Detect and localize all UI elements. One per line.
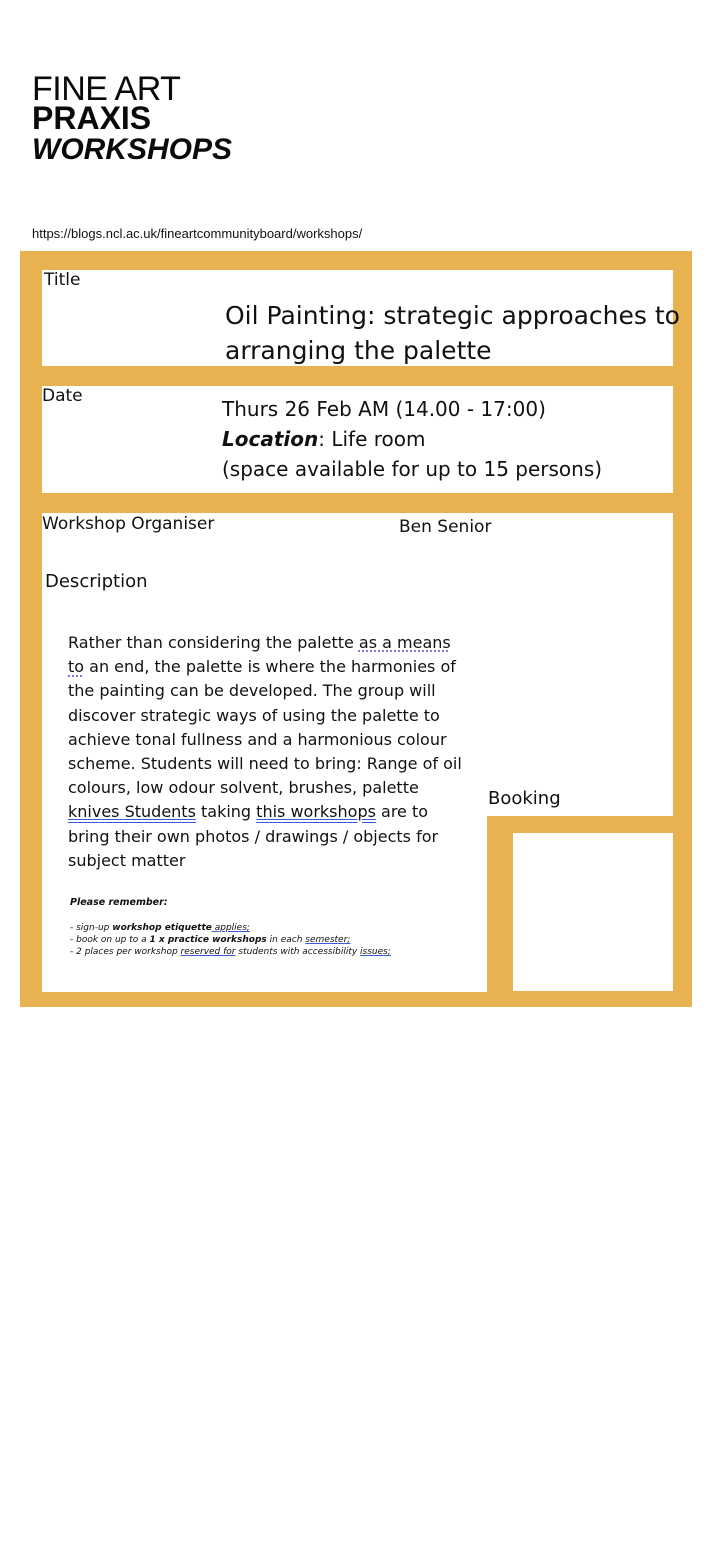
rem-part: in each xyxy=(266,935,306,945)
title-line-2: arranging the palette xyxy=(225,336,492,365)
qr-panel xyxy=(513,833,673,991)
workshop-title xyxy=(225,298,685,368)
reminder-item xyxy=(70,934,391,946)
date-panel xyxy=(42,386,673,493)
title-panel xyxy=(42,270,680,366)
booking-label: Booking xyxy=(488,788,561,809)
reminder-item xyxy=(70,946,391,958)
desc-part: an end, the palette is where the harmonies of the painting can be developed. The group will discover strategic ways of using the palette to achieve tonal fullness and a harmonious colour scheme. Students will need to bring: Range of oil colours, low odour solvent, brushes, palette xyxy=(68,657,462,798)
capacity-text: (space available for up to 15 persons) xyxy=(222,457,603,481)
location-label: Location xyxy=(222,427,319,451)
date-label: Date xyxy=(42,386,83,406)
rem-part: 2 places per workshop xyxy=(76,947,181,957)
location-value: : Life room xyxy=(318,427,426,451)
rem-part: reserved for xyxy=(180,947,236,957)
rem-part: issues; xyxy=(360,947,391,957)
organiser-name: Ben Senior xyxy=(399,517,492,537)
rem-part: students with accessibility xyxy=(235,947,361,957)
rem-part: semester; xyxy=(305,935,351,945)
rem-part: 1 x practice workshops xyxy=(149,935,267,945)
workshop-card xyxy=(20,251,692,1007)
desc-part: Rather than considering the palette xyxy=(68,633,359,652)
rem-part: workshop etiquette xyxy=(112,923,212,933)
desc-part: are to bring their own photos / drawings / objects for subject matter xyxy=(68,802,439,870)
title-label: Title xyxy=(44,270,81,290)
date-when: Thurs 26 Feb AM (14.00 - 17:00) xyxy=(222,397,546,421)
description-label: Description xyxy=(45,571,148,592)
title-line-1: Oil Painting: strategic approaches to xyxy=(225,301,680,330)
rem-part: book on up to a xyxy=(76,935,150,945)
desc-part: taking xyxy=(195,802,257,822)
date-details xyxy=(222,394,602,484)
header-fine-art: FINE ART xyxy=(32,70,181,108)
organiser-label: Workshop Organiser xyxy=(42,514,215,534)
description-text xyxy=(68,631,468,873)
rem-part: applies; xyxy=(211,923,250,933)
desc-part: this workshops xyxy=(256,802,376,822)
reminder-item xyxy=(70,922,391,934)
rem-part: sign-up xyxy=(76,923,113,933)
reminders-title: Please remember: xyxy=(70,897,168,908)
reminders-list xyxy=(70,922,391,958)
location-line xyxy=(222,424,602,454)
header-praxis: PRAXIS xyxy=(32,100,152,136)
workshops-url[interactable]: https://blogs.ncl.ac.uk/fineartcommunityboard/workshops/ xyxy=(32,226,363,241)
desc-part: knives Students xyxy=(68,802,196,822)
header-workshops: WORKSHOPS xyxy=(32,133,233,166)
desc-part: as a means to xyxy=(68,633,451,677)
